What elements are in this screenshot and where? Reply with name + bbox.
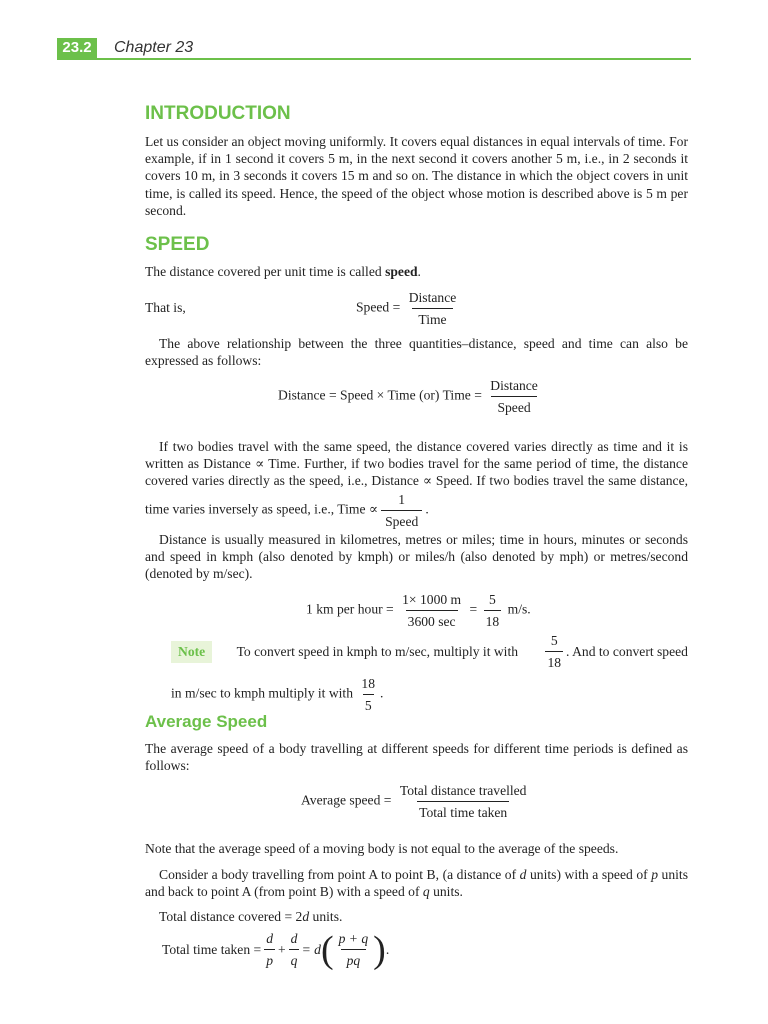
fraction-numerator: 5 [489, 592, 496, 607]
right-paren: ) [373, 928, 386, 971]
note-box [171, 632, 688, 714]
var-d: d [314, 941, 321, 957]
time-fraction [488, 377, 540, 416]
average-formula-lhs: Average speed = [301, 792, 392, 808]
conversion-fraction-1 [400, 591, 463, 630]
speed-definition-end: . [417, 264, 421, 279]
note-line-2 [171, 675, 688, 714]
total-distance-line [159, 908, 342, 925]
inverse-relation-line [145, 491, 429, 530]
time-formula [278, 377, 543, 416]
note-label: Note [171, 641, 212, 663]
note-end: . [380, 685, 384, 701]
conversion-unit: m/s. [507, 601, 531, 617]
fraction-denominator: 18 [545, 651, 563, 671]
fraction-denominator: p [264, 949, 275, 969]
fraction-numerator: 18 [361, 676, 376, 691]
average-note-line: Note that the average speed of a moving body is not equal to the average of the speeds. [145, 841, 619, 856]
fraction-denominator: pq [341, 949, 367, 969]
fraction-numerator: Distance [490, 378, 538, 393]
equals-sign: = [302, 941, 311, 957]
inverse-relation-end: . [425, 501, 429, 517]
var-p: p [651, 867, 658, 882]
fraction-numerator: 5 [550, 633, 558, 648]
fraction-denominator: Total time taken [417, 801, 509, 821]
average-speed-formula [301, 782, 531, 821]
fraction-numerator: 1 [398, 492, 406, 507]
introduction-heading: INTRODUCTION [145, 103, 291, 124]
relationship-paragraph: The above relationship between the three quantities–distance, speed and time can also be expressed as follows: [145, 336, 688, 369]
average-fraction [398, 782, 529, 821]
fraction-numerator: d [290, 931, 298, 946]
inverse-relation-text: time varies inversely as speed, i.e., Time ∝ [145, 501, 379, 517]
time-formula-lhs: Distance = Speed × Time (or) Time = [278, 387, 482, 403]
section-number-badge: 23.2 [57, 38, 97, 58]
speed-definition [145, 263, 421, 280]
introduction-paragraph: Let us consider an object moving uniformly. It covers equal distances in equal intervals of time. For example, if in 1 second it covers 5 m, in the next second it covers another 5 m, i.e., in 2 seconds it covers 10 m, in 3 seconds it covers 15 m and so on. The distance in which the object covers in unit time, is called its speed. Hence, the speed of the object whose motion is described above is 5 m per second. [145, 134, 688, 218]
inverse-fraction [381, 491, 422, 530]
paragraph-line: If two bodies travel with the same speed, the distance covered varies directly as time and it is [159, 439, 688, 454]
round-trip-text: units and back to point A (from point B) with a speed of [145, 867, 688, 900]
note-line-1 [171, 632, 688, 671]
var-d: d [302, 909, 310, 924]
note-fraction-2 [359, 675, 377, 714]
time-fraction-2 [289, 930, 300, 969]
conversion-lhs: 1 km per hour = [306, 601, 394, 617]
left-paren: ( [320, 928, 334, 971]
fraction-denominator: 18 [484, 610, 502, 630]
note-text: To convert speed in kmph to m/sec, multiply it with [236, 643, 519, 659]
time-fraction-3 [337, 930, 371, 969]
round-trip-text: Consider a body travelling from point A to point B, (a distance of [159, 867, 520, 882]
var-q: q [422, 884, 430, 900]
header-rule [57, 58, 691, 60]
plus-sign: + [278, 941, 286, 957]
fraction-numerator: Total distance travelled [399, 783, 527, 798]
time-fraction-1 [264, 930, 275, 969]
speed-heading: SPEED [145, 234, 210, 255]
paragraph-line: covered varies directly as the speed, i.e., Distance ∝ Speed. If two bodies travel the same distance, [145, 473, 688, 488]
conversion-equals: = [469, 601, 478, 617]
speed-formula-lhs: Speed = [356, 299, 401, 315]
average-speed-heading: Average Speed [145, 712, 268, 731]
paragraph-line: written as Distance ∝ Time. Further, if two bodies travel for the same period of time, the distance [145, 456, 688, 471]
average-definition-paragraph: The average speed of a body travelling at different speeds for different time periods is defined as follows: [145, 741, 688, 774]
fraction-denominator: q [289, 949, 300, 969]
conversion-formula [306, 591, 531, 630]
speed-definition-text: The distance covered per unit time is called [145, 264, 386, 279]
note-text-cont: . And to convert speed [566, 643, 688, 659]
round-trip-text: units. [429, 884, 463, 900]
fraction-denominator: Speed [491, 396, 536, 416]
formula-end: . [385, 941, 390, 957]
units-paragraph: Distance is usually measured in kilometres, metres or miles; time in hours, minutes or seconds and speed in kmph (also denoted by kmph) or miles/h (also denoted by mph) or metres/second (denoted by m/sec). [145, 532, 688, 582]
total-time-formula [162, 930, 389, 969]
round-trip-text: units) with a speed of [526, 867, 652, 882]
proportionality-paragraph [145, 438, 688, 489]
round-trip-paragraph [145, 866, 688, 900]
speed-formula [356, 289, 461, 328]
fraction-numerator: d [266, 931, 273, 946]
fraction-numerator: 1× 1000 m [402, 592, 462, 607]
note-fraction-group [542, 632, 688, 671]
speed-fraction [407, 289, 459, 328]
note-text-2: in m/sec to kmph multiply it with [171, 685, 354, 701]
that-is-label: That is, [145, 300, 186, 315]
fraction-numerator: p + q [338, 931, 369, 946]
speed-term: speed [385, 264, 418, 279]
chapter-title: Chapter 23 [114, 39, 194, 56]
fraction-denominator: Speed [381, 510, 422, 530]
fraction-denominator: 3600 sec [406, 610, 458, 630]
note-fraction-1 [545, 632, 563, 671]
fraction-denominator: Time [412, 308, 452, 328]
fraction-numerator: Distance [408, 290, 457, 305]
fraction-denominator: 5 [363, 694, 374, 714]
total-distance-text: Total distance covered = 2 [159, 909, 303, 924]
total-time-lhs: Total time taken = [162, 941, 262, 957]
total-distance-end: units. [309, 909, 343, 924]
conversion-fraction-2 [484, 591, 502, 630]
var-d: d [519, 867, 527, 882]
